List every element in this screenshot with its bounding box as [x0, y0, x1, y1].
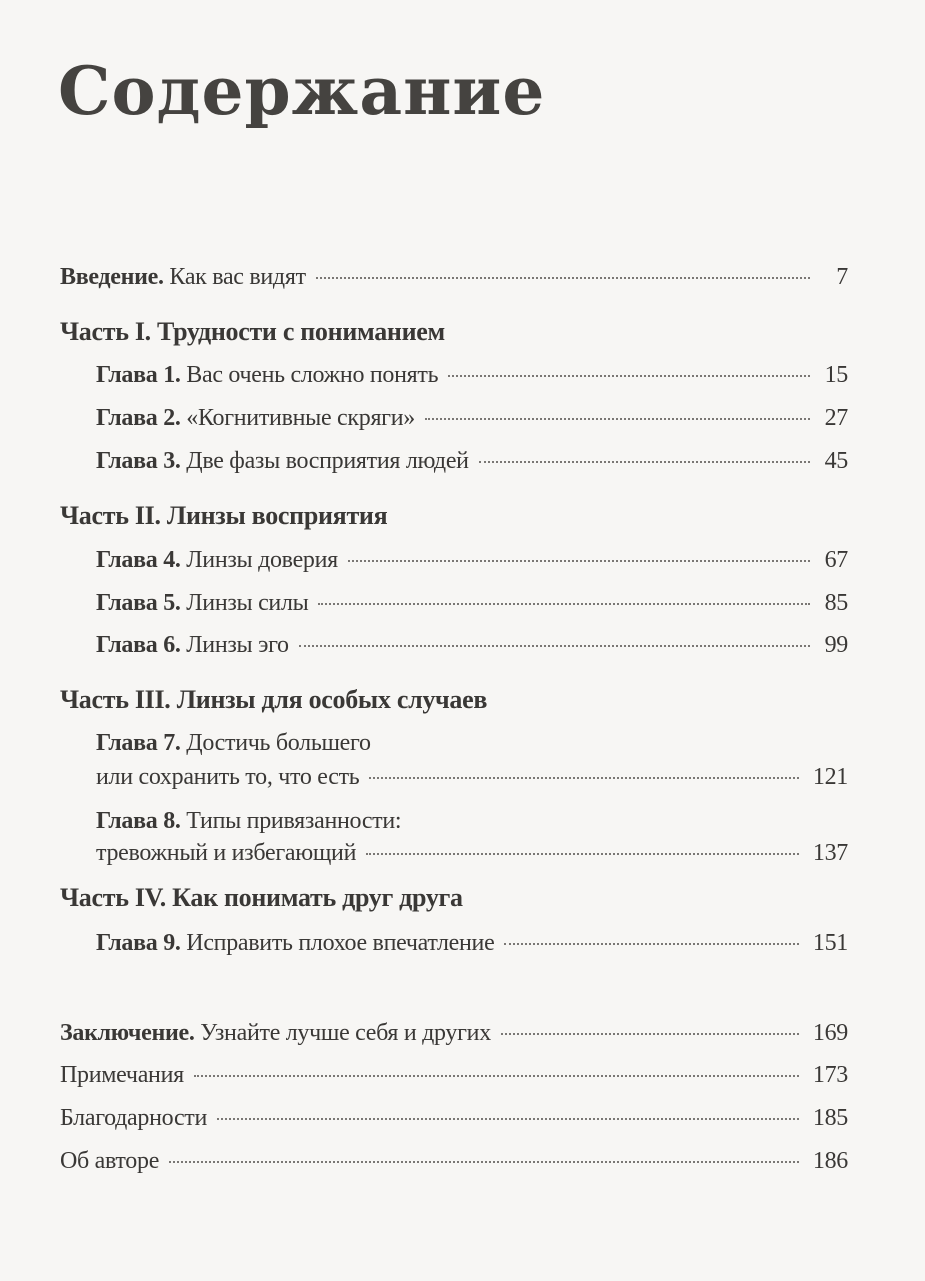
entry-title: Узнайте лучше себя и других	[200, 1020, 491, 1046]
page-number: 137	[812, 840, 848, 866]
toc-entry-intro[interactable]	[60, 262, 848, 292]
part-heading-2: Часть II. Линзы восприятия	[60, 501, 388, 530]
entry-prefix: Глава 3.	[96, 448, 181, 474]
entry-title: Линзы силы	[186, 590, 309, 616]
entry-title: Благодарности	[60, 1105, 208, 1131]
entry-prefix: Глава 8.	[96, 808, 181, 834]
page-number: 185	[812, 1105, 848, 1131]
entry-title: Как вас видят	[169, 264, 306, 290]
entry-title-continued: или сохранить то, что есть	[96, 764, 360, 790]
entry-title: «Когнитивные скряги»	[186, 405, 415, 431]
entry-prefix: Глава 6.	[96, 632, 181, 658]
toc-entry-about-author[interactable]	[60, 1146, 848, 1176]
part-heading-4: Часть IV. Как понимать друг друга	[60, 883, 463, 912]
dot-leader	[366, 853, 799, 855]
page-title: Содержание	[58, 52, 546, 130]
entry-title: Две фазы восприятия людей	[186, 448, 469, 474]
dot-leader	[425, 418, 810, 420]
page-number: 85	[824, 590, 848, 616]
dot-leader	[448, 375, 810, 377]
toc-entry-acknowledgements[interactable]	[60, 1103, 848, 1133]
dot-leader	[501, 1033, 799, 1035]
entry-title: Вас очень сложно понять	[186, 362, 439, 388]
toc-entry-notes[interactable]	[60, 1060, 848, 1090]
entry-prefix: Глава 4.	[96, 547, 181, 573]
entry-title-continued: тревожный и избегающий	[96, 840, 357, 866]
dot-leader	[316, 277, 810, 279]
page-number: 27	[824, 405, 848, 431]
entry-prefix: Введение.	[60, 264, 164, 290]
entry-prefix: Глава 5.	[96, 590, 181, 616]
dot-leader	[504, 943, 798, 945]
dot-leader	[479, 461, 810, 463]
toc-entry-chapter-2[interactable]	[96, 403, 848, 433]
entry-title: Исправить плохое впечатление	[186, 930, 495, 956]
toc-entry-chapter-7-line1[interactable]	[96, 728, 848, 758]
entry-prefix: Глава 2.	[96, 405, 181, 431]
toc-entry-chapter-1[interactable]	[96, 360, 848, 390]
page-number: 151	[812, 930, 848, 956]
toc-entry-conclusion[interactable]	[60, 1018, 848, 1048]
entry-title: Типы привязанности:	[186, 808, 402, 834]
entry-prefix: Глава 1.	[96, 362, 181, 388]
page-number: 7	[836, 264, 848, 290]
entry-title: Об авторе	[60, 1148, 160, 1174]
toc-entry-chapter-8-line1[interactable]	[96, 806, 848, 836]
dot-leader	[369, 777, 798, 779]
entry-title: Примечания	[60, 1062, 184, 1088]
toc-entry-chapter-4[interactable]	[96, 545, 848, 575]
entry-prefix: Глава 9.	[96, 930, 181, 956]
toc-entry-chapter-6[interactable]	[96, 630, 848, 660]
dot-leader	[299, 645, 810, 647]
toc-entry-chapter-8-line2[interactable]	[96, 838, 848, 868]
entry-title: Линзы эго	[186, 632, 289, 658]
toc-entry-chapter-7-line2[interactable]	[96, 762, 848, 792]
entry-title: Достичь большего	[186, 730, 371, 756]
page-number: 99	[824, 632, 848, 658]
entry-title: Линзы доверия	[186, 547, 338, 573]
page-number: 67	[824, 547, 848, 573]
part-heading-1: Часть I. Трудности с пониманием	[60, 317, 445, 346]
dot-leader	[194, 1075, 799, 1077]
page-number: 15	[824, 362, 848, 388]
entry-prefix: Глава 7.	[96, 730, 181, 756]
toc-entry-chapter-3[interactable]	[96, 446, 848, 476]
dot-leader	[318, 603, 810, 605]
dot-leader	[348, 560, 810, 562]
entry-prefix: Заключение.	[60, 1020, 195, 1046]
dot-leader	[169, 1161, 799, 1163]
page-number: 45	[824, 448, 848, 474]
part-heading-3: Часть III. Линзы для особых случаев	[60, 685, 488, 714]
toc-entry-chapter-9[interactable]	[96, 928, 848, 958]
page-number: 173	[812, 1062, 848, 1088]
page-number: 169	[812, 1020, 848, 1046]
dot-leader	[217, 1118, 799, 1120]
page-number: 121	[812, 764, 848, 790]
page-number: 186	[812, 1148, 848, 1174]
toc-entry-chapter-5[interactable]	[96, 588, 848, 618]
